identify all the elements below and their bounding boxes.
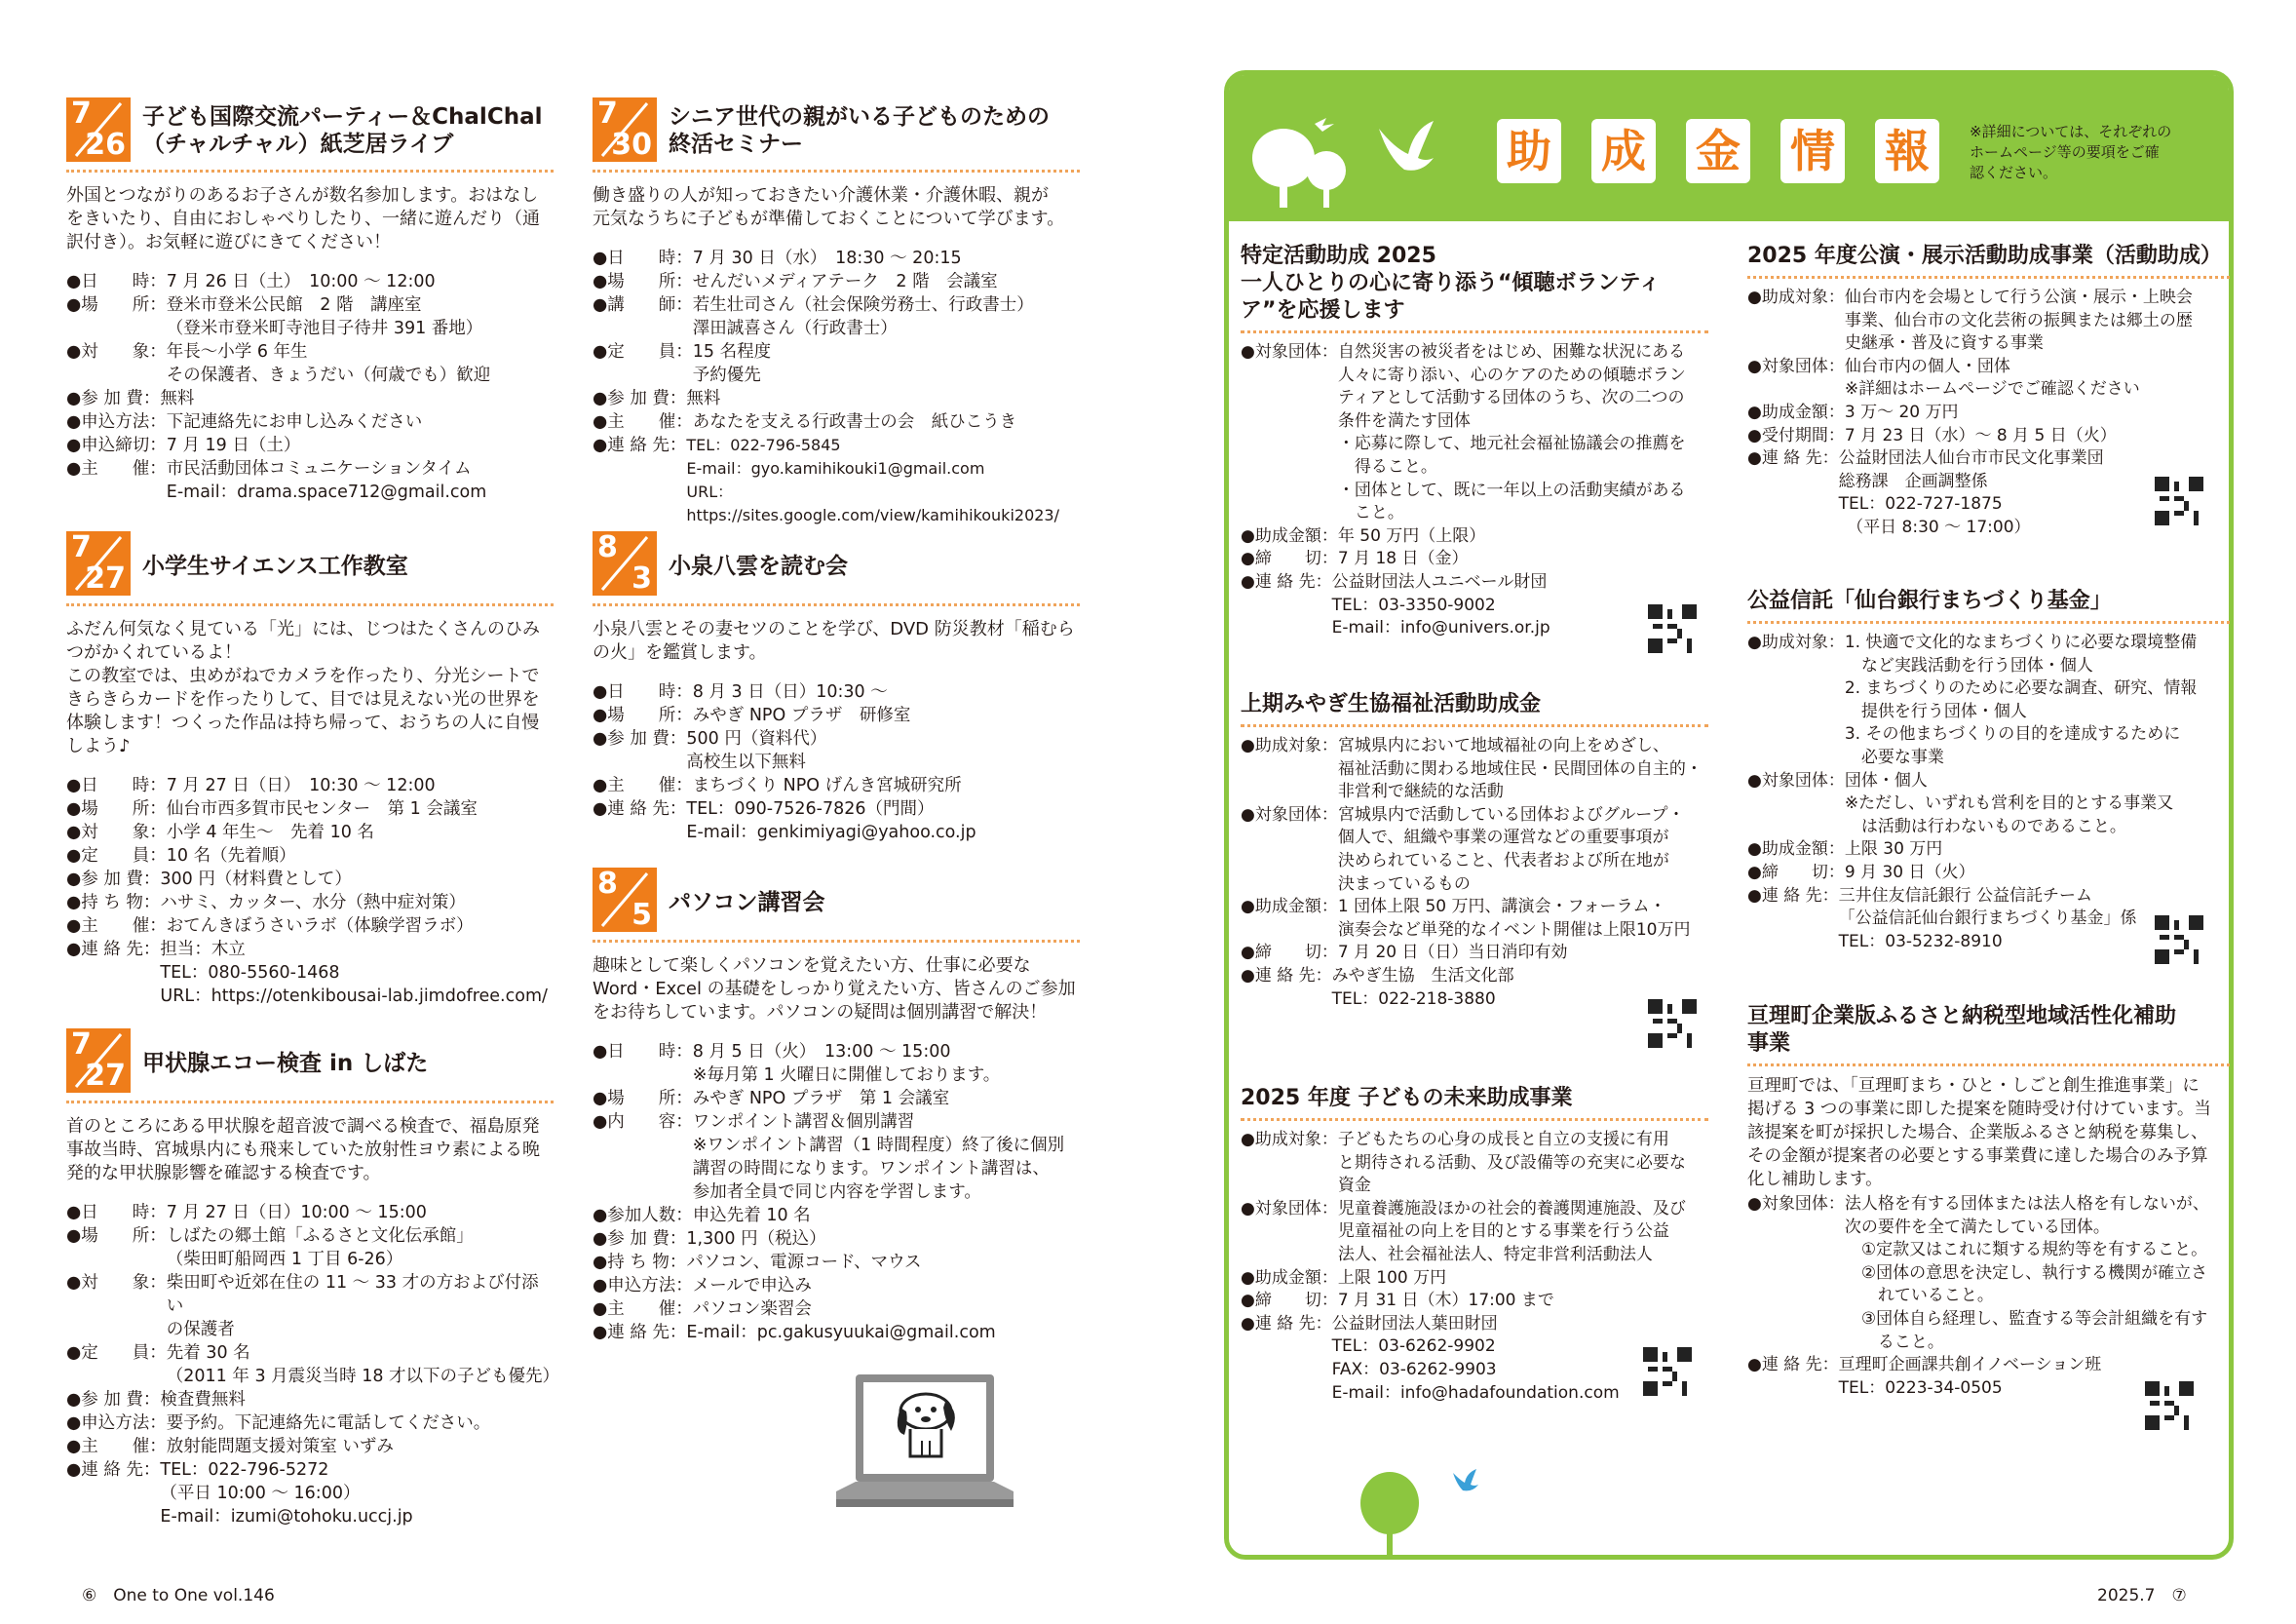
detail-row [593, 1227, 1080, 1251]
event-1 [66, 531, 554, 1008]
detail-value: 仙台市西多賀市民センター 第 1 会議室 [166, 799, 478, 819]
date-badge [66, 97, 131, 162]
grant-block-1 [1241, 691, 1708, 1011]
detail-row [1241, 965, 1708, 1011]
blue-bird-icon [1451, 1469, 1480, 1494]
date-day: 30 [611, 128, 652, 162]
detail-label: ●参加人数： [593, 1206, 693, 1225]
detail-value: 公益財団法人ユニベール財団 TEL：03-3350-9002 E-mail：info@univers.or.jp [1331, 571, 1550, 638]
detail-label: ●連 絡 先： [1241, 965, 1332, 986]
detail-label: ●持 ち 物： [593, 1253, 687, 1272]
detail-label: ●連 絡 先： [593, 1323, 687, 1342]
detail-value: 法人格を有する団体または法人格を有しないが、 次の要件を全て満たしている団体。 ①定款又はこれに類する規約等を有すること。 ②団体の意思を決定し、執行する機関が確立さ れていること。 ③団体自ら経理し、監査する等会計組織を有す ること。 [1844, 1194, 2209, 1352]
detail-label: ●主 催： [593, 1299, 693, 1319]
detail-row [1747, 402, 2230, 425]
qr-code-icon [1648, 999, 1697, 1048]
event-description: 首のところにある甲状腺を超音波で調べる検査で、福島原発 事故当時、宮城県内にも飛来していた放射性ヨウ素による晩 発的な甲状腺影響を確認する検査です。 [66, 1116, 540, 1183]
date-month: 7 [71, 1028, 92, 1062]
detail-row [66, 340, 554, 387]
dotted-divider [593, 603, 1080, 606]
detail-label: ●対象団体： [1241, 342, 1338, 362]
grant-block-2 [1241, 1085, 1708, 1405]
detail-value: 仙台市内を会場として行う公演・展示・上映会 事業、仙台市の文化芸術の振興または郷土の歴 史継承・普及に資する事業 [1844, 288, 2193, 354]
detail-value: 下記連絡先にお申し込みください [166, 412, 423, 432]
kanji-tile: 助 [1497, 119, 1561, 183]
detail-value: 上限 30 万円 [1844, 839, 1943, 860]
detail-row [66, 1271, 554, 1341]
detail-label: ●参 加 費： [66, 1390, 161, 1410]
detail-label: ●締 切： [1241, 1291, 1338, 1311]
grant-title: 2025 年度 子どもの未来助成事業 [1241, 1086, 1573, 1110]
detail-value: 1 団体上限 50 万円、講演会・フォーラム・ 演奏会など単発的なイベント開催は上限10万円 [1337, 897, 1691, 940]
detail-value: 7 月 18 日（金） [1337, 549, 1469, 569]
detail-value: TEL：022-796-5845 E-mail：gyo.kamihikouki1@gmail.com URL：https://sites.google.com/view/kamihikouki2023/ [686, 436, 1059, 524]
detail-row [593, 293, 1080, 340]
detail-label: ●主 催： [66, 916, 167, 936]
grant-panel-header [1229, 75, 2229, 221]
qr-code-icon [1643, 1347, 1692, 1396]
laptop-dog-illustration [836, 1373, 1014, 1513]
grant-block-4 [1747, 588, 2230, 953]
detail-row [66, 457, 554, 504]
detail-row [593, 340, 1080, 387]
detail-label: ●対象団体： [1241, 1198, 1338, 1218]
detail-label: ●連 絡 先： [1747, 448, 1839, 469]
detail-row [593, 1110, 1080, 1204]
detail-row [1747, 862, 2230, 885]
event-title: 小学生サイエンス工作教室 [142, 554, 408, 579]
detail-value: 7 月 27 日（日）10:00 ～ 15:00 [166, 1203, 427, 1222]
detail-row [1747, 425, 2230, 448]
detail-label: ●日 時： [593, 682, 693, 702]
detail-row [66, 1224, 554, 1271]
detail-row [1747, 287, 2230, 356]
detail-label: ●締 切： [1747, 862, 1845, 882]
detail-value: 7 月 27 日（日） 10:30 ～ 12:00 [166, 776, 436, 795]
detail-label: ●持 ち 物： [66, 893, 161, 912]
event-3 [593, 97, 1080, 527]
detail-value: TEL：090-7526-7826（門間） E-mail：genkimiyagi@yahoo.co.jp [686, 799, 976, 842]
detail-value: 担当：木立 TEL：080-5560-1468 URL：https://otenkibousai-lab.jimdofree.com/ [160, 940, 548, 1006]
detail-label: ●場 所： [593, 1089, 693, 1108]
detail-row [593, 1321, 1080, 1344]
detail-label: ●申込方法： [66, 412, 167, 432]
detail-row [1241, 942, 1708, 965]
detail-row [66, 1388, 554, 1411]
dotted-divider [1747, 621, 2230, 624]
grant-title: 上期みやぎ生協福祉活動助成金 [1241, 692, 1542, 716]
detail-label: ●主 催： [593, 776, 693, 795]
date-day: 27 [85, 1059, 126, 1093]
detail-row [1747, 770, 2230, 839]
detail-value: 500 円（資料代） 高校生以下無料 [686, 729, 827, 772]
detail-label: ●受付期間： [1747, 425, 1845, 445]
date-day: 3 [631, 561, 652, 596]
detail-label: ●申込方法： [66, 1413, 167, 1433]
detail-label: ●参 加 費： [593, 729, 687, 749]
kanji-tile: 報 [1875, 119, 1939, 183]
detail-row [1747, 1193, 2230, 1354]
dotted-divider [66, 170, 554, 173]
detail-row [1241, 548, 1708, 571]
detail-row [1241, 341, 1708, 525]
detail-label: ●日 時： [593, 249, 693, 268]
detail-row [593, 1251, 1080, 1274]
detail-label: ●申込締切： [66, 436, 167, 455]
detail-label: ●場 所： [66, 295, 167, 315]
detail-value: 10 名（先着順） [166, 846, 296, 866]
detail-row [593, 1297, 1080, 1321]
detail-row [66, 293, 554, 340]
detail-label: ●連 絡 先： [66, 1460, 161, 1480]
detail-label: ●内 容： [593, 1112, 693, 1132]
event-details [593, 680, 1080, 844]
detail-label: ●対象団体： [1747, 1194, 1845, 1214]
dotted-divider [593, 940, 1080, 943]
detail-value: みやぎ NPO プラザ 第 1 会議室 [692, 1089, 950, 1108]
detail-label: ●場 所： [593, 706, 693, 725]
event-title: 小泉八雲を読む会 [669, 554, 848, 579]
event-description: 趣味として楽しくパソコンを覚えたい方、仕事に必要な Word・Excel の基礎をしっかり覚えたい方、皆さんのご参加 をお待ちしています。パソコンの疑問は個別講習で解決！ [593, 955, 1076, 1023]
detail-label: ●日 時： [66, 272, 167, 291]
event-description: 働き盛りの人が知っておきたい介護休業・介護休暇、親が 元気なうちに子どもが準備しておくことについて学びます。 [593, 185, 1065, 229]
detail-value: 年 50 万円（上限） [1337, 525, 1486, 546]
detail-row [593, 680, 1080, 704]
detail-value: パソコン楽習会 [692, 1299, 812, 1319]
detail-label: ●締 切： [1241, 549, 1338, 569]
detail-value: 団体・個人 ※ただし、いずれも営利を目的とする事業又 は活動は行わないものであること。 [1844, 770, 2174, 836]
detail-label: ●対 象： [66, 1273, 167, 1293]
detail-value: 7 月 26 日（土） 10:00 ～ 12:00 [166, 272, 436, 291]
date-day: 27 [85, 561, 126, 596]
detail-row [66, 938, 554, 1008]
date-month: 8 [597, 868, 618, 901]
detail-row [593, 727, 1080, 774]
detail-value: 9 月 30 日（火） [1844, 862, 1975, 882]
qr-code-icon [2155, 477, 2203, 525]
detail-row [1241, 525, 1708, 549]
detail-value: E-mail：pc.gakusyuukai@gmail.com [686, 1323, 996, 1342]
detail-value: せんだいメディアテーク 2 階 会議室 [692, 272, 998, 291]
detail-value: 1,300 円（税込） [686, 1229, 826, 1249]
detail-row [1241, 804, 1708, 896]
event-title: 甲状腺エコー検査 in しばた [142, 1051, 429, 1076]
date-month: 7 [597, 97, 618, 131]
detail-row [66, 434, 554, 457]
detail-value: 300 円（材料費として） [160, 870, 352, 889]
event-description: 小泉八雲とその妻セツのことを学び、DVD 防災教材「稲むら の火」を鑑賞します。 [593, 619, 1075, 663]
detail-label: ●助成対象： [1241, 736, 1338, 755]
detail-row [593, 387, 1080, 410]
grant-block-5 [1747, 1003, 2230, 1400]
event-5 [593, 868, 1080, 1344]
detail-row [593, 704, 1080, 727]
detail-row [66, 410, 554, 434]
detail-value: 無料 [160, 389, 195, 408]
event-title: パソコン講習会 [669, 890, 825, 915]
detail-label: ●対 象： [66, 823, 167, 842]
detail-value: 若生壮司さん（社会保険労務士、行政書士） 澤田誠喜さん（行政書士） [692, 295, 1034, 338]
date-badge [66, 531, 131, 596]
dotted-divider [66, 1101, 554, 1103]
detail-label: ●主 催： [66, 459, 167, 479]
detail-row [1241, 1290, 1708, 1313]
detail-label: ●定 員： [66, 1343, 167, 1363]
detail-value: 小学 4 年生～ 先着 10 名 [166, 823, 374, 842]
detail-row [593, 774, 1080, 797]
detail-row [1241, 896, 1708, 942]
qr-code-icon [2155, 915, 2203, 964]
detail-value: おてんきぼうさいラボ（体験学習ラボ） [166, 916, 474, 936]
detail-label: ●助成金額： [1241, 1267, 1338, 1288]
detail-label: ●連 絡 先： [1747, 885, 1839, 906]
dotted-divider [1241, 330, 1708, 333]
detail-value: TEL：022-796-5272 （平日 10:00 ～ 16:00） E-mail：izumi@tohoku.uccj.jp [160, 1460, 413, 1527]
detail-row [593, 797, 1080, 844]
detail-label: ●対象団体： [1241, 804, 1338, 825]
detail-row [66, 821, 554, 844]
detail-row [1241, 571, 1708, 640]
detail-value: 宮城県内で活動している団体およびグループ・ 個人で、組織や事業の運営などの重要事項が 決められていること、代表者および所在地が 決まっているもの [1337, 804, 1685, 894]
detail-value: 15 名程度 予約優先 [692, 342, 772, 385]
detail-row [593, 270, 1080, 293]
detail-label: ●助成金額： [1747, 839, 1845, 860]
detail-row [66, 387, 554, 410]
grant-description: 亘理町では、「亘理町まち・ひと・しごと創生推進事業」に 掲げる 3 つの事業に即した提案を随時受け付けています。当 該提案を町が採択した場合、企業版ふるさと納税を募集し、 その金額が提案者の必要とする事業費に達した場合のみ予算 化し補助します。 [1747, 1076, 2211, 1189]
detail-row [66, 891, 554, 914]
detail-value: みやぎ生協 生活文化部 TEL：022-218-3880 [1331, 965, 1514, 1009]
detail-row [66, 914, 554, 938]
grant-title: 公益信託「仙台銀行まちづくり基金」 [1747, 589, 2112, 613]
detail-label: ●日 時： [593, 1042, 693, 1062]
detail-label: ●場 所： [593, 272, 693, 291]
detail-label: ●助成金額： [1747, 402, 1845, 422]
event-details [66, 270, 554, 504]
event-details [593, 247, 1080, 527]
dotted-divider [66, 603, 554, 606]
detail-label: ●日 時： [66, 1203, 167, 1222]
dotted-divider [1241, 1118, 1708, 1121]
detail-value: ハサミ、カッター、水分（熱中症対策） [160, 893, 466, 912]
detail-label: ●日 時： [66, 776, 167, 795]
detail-label: ●助成対象： [1747, 633, 1845, 652]
detail-row [1241, 735, 1708, 804]
dotted-divider [1241, 724, 1708, 727]
detail-row [66, 868, 554, 891]
event-title: シニア世代の親がいる子どものための 終活セミナー [669, 104, 1050, 157]
detail-row [1747, 838, 2230, 862]
detail-value: 8 月 3 日（日）10:30 ～ [692, 682, 888, 702]
detail-label: ●助成対象： [1747, 288, 1845, 307]
detail-row [66, 1411, 554, 1435]
detail-label: ●助成対象： [1241, 1130, 1338, 1149]
detail-label: ●主 催： [593, 412, 693, 432]
detail-label: ●定 員： [593, 342, 693, 362]
dotted-divider [593, 170, 1080, 173]
detail-value: 7 月 19 日（土） [166, 436, 301, 455]
detail-row [1241, 1129, 1708, 1198]
detail-label: ●対象団体： [1747, 356, 1845, 376]
date-month: 8 [597, 531, 618, 564]
detail-label: ●場 所： [66, 799, 167, 819]
dotted-divider [1747, 276, 2230, 279]
detail-label: ●参 加 費： [593, 389, 687, 408]
detail-value: 8 月 5 日（火） 13:00 ～ 15:00 ※毎月第 1 火曜日に開催しております。 [692, 1042, 1001, 1085]
detail-value: 7 月 20 日（日）当日消印有効 [1337, 943, 1568, 963]
detail-row [1241, 1198, 1708, 1267]
detail-label: ●申込方法： [593, 1276, 693, 1295]
detail-value: 登米市登米公民館 2 階 講座室 （登米市登米町寺池目子待井 391 番地） [166, 295, 483, 338]
detail-value: 申込先着 10 名 [692, 1206, 811, 1225]
event-description: ふだん何気なく見ている「光」には、じつはたくさんのひみ つがかくれているよ！ この教室では、虫めがねでカメラを作ったり、分光シートで きらきらカードを作ったりして、目では見えない光の世界を 体験します！つくった作品は持ち帰って、おうちの人に自慢 しよう♪ [66, 619, 540, 756]
detail-value: 要予約。下記連絡先に電話してください。 [166, 1413, 491, 1433]
detail-label: ●対 象： [66, 342, 167, 362]
footer-left: ⑥ One to One vol.146 [82, 1586, 275, 1605]
tree-icon [1246, 114, 1354, 212]
detail-row [1747, 632, 2230, 770]
detail-value: 7 月 30 日（水） 18:30 ～ 20:15 [692, 249, 962, 268]
detail-value: 検査費無料 [160, 1390, 246, 1410]
qr-code-icon [2145, 1381, 2194, 1430]
detail-label: ●参 加 費： [593, 1229, 687, 1249]
grant-title: 2025 年度公演・展示活動助成事業（活動助成） [1747, 244, 2222, 268]
date-month: 7 [71, 531, 92, 564]
event-title: 子ども国際交流パーティー＆ChalChal （チャルチャル）紙芝居ライブ [142, 104, 543, 157]
detail-value: 自然災害の被災者をはじめ、困難な状況にある 人々に寄り添い、心のケアのための傾聴ボラン ティアとして活動する団体のうち、次の二つの 条件を満たす団体 ・応募に際して、地元社会福祉協議会の推薦を 得ること。 ・団体として、既に一年以上の活動実績がある こと。 [1337, 342, 1686, 523]
detail-value: 3 万～ 20 万円 [1844, 402, 1959, 422]
detail-value: 柴田町や近郊在住の 11 ～ 33 才の方および付添い の保護者 [166, 1273, 539, 1339]
detail-value: 宮城県内において地域福祉の向上をめざし、 福祉活動に関わる地域住民・民間団体の自主的・ 非営利で継続的な活動 [1337, 736, 1703, 802]
detail-label: ●連 絡 先： [66, 940, 161, 959]
detail-label: ●連 絡 先： [593, 799, 687, 819]
event-0 [66, 97, 554, 504]
detail-value: 先着 30 名 （2011 年 3 月震災当時 18 才以下の子ども優先） [166, 1343, 560, 1386]
date-badge [593, 97, 657, 162]
kanji-tile: 金 [1686, 119, 1750, 183]
detail-label: ●参 加 費： [66, 870, 161, 889]
detail-value: 亘理町企画課共創イノベーション班 TEL：0223-34-0505 [1838, 1355, 2102, 1398]
detail-row [593, 1204, 1080, 1227]
detail-label: ●対象団体： [1747, 770, 1845, 791]
green-tree-icon [1356, 1469, 1424, 1557]
detail-row [593, 247, 1080, 270]
event-details [66, 774, 554, 1008]
detail-row [66, 774, 554, 797]
detail-value: 公益財団法人葉田財団 TEL：03-6262-9902 FAX：03-6262-9903 E-mail：info@hadafoundation.com [1331, 1313, 1620, 1403]
detail-label: ●講 師： [593, 295, 693, 315]
event-2 [66, 1028, 560, 1528]
qr-code-icon [1648, 604, 1697, 653]
detail-value: パソコン、電源コード、マウス [686, 1253, 922, 1272]
detail-label: ●締 切： [1241, 943, 1338, 963]
detail-row [1241, 1267, 1708, 1291]
detail-value: 放射能問題支援対策室 いずみ [166, 1437, 394, 1456]
detail-value: 公益財団法人仙台市市民文化事業団 総務課 企画調整係 TEL：022-727-1875 （平日 8:30 ～ 17:00） [1838, 448, 2104, 537]
detail-row [66, 1458, 554, 1528]
detail-row [593, 1087, 1080, 1110]
grant-title: 特定活動助成 2025 一人ひとりの心に寄り添う“傾聴ボランティ ア”を応援します [1241, 244, 1661, 323]
kanji-tile: 情 [1780, 119, 1845, 183]
date-day: 5 [631, 898, 652, 932]
detail-row [66, 1435, 554, 1458]
detail-value: まちづくり NPO げんき宮城研究所 [692, 776, 962, 795]
detail-value: 7 月 23 日（水）～ 8 月 5 日（火） [1844, 425, 2117, 445]
detail-value: 児童養護施設ほかの社会的養護関連施設、及び 児童福祉の向上を目的とする事業を行う公益 法人、社会福祉法人、特定非営利活動法人 [1337, 1198, 1686, 1264]
detail-row [593, 1040, 1080, 1087]
detail-row [66, 844, 554, 868]
detail-row [66, 797, 554, 821]
detail-value: 子どもたちの心身の成長と自立の支援に有用 と期待される活動、及び設備等の充実に必要な 資金 [1337, 1130, 1686, 1196]
detail-label: ●連 絡 先： [1747, 1355, 1839, 1375]
detail-value: ワンポイント講習＆個別講習 ※ワンポイント講習（1 時間程度）終了後に個別 講習の時間になります。ワンポイント講習は、 参加者全員で同じ内容を学習します。 [692, 1112, 1065, 1202]
detail-row [1241, 1313, 1708, 1405]
kanji-tile: 成 [1591, 119, 1656, 183]
detail-value: 三井住友信託銀行 公益信託チーム 「公益信託仙台銀行まちづくり基金」係 TEL：03-5232-8910 [1838, 885, 2137, 951]
detail-label: ●定 員： [66, 846, 167, 866]
detail-value: メールで申込み [692, 1276, 812, 1295]
footer-right: 2025.7 ⑦ [2097, 1586, 2187, 1605]
detail-value: 年長～小学 6 年生 その保護者、きょうだい（何歳でも）歓迎 [166, 342, 491, 385]
detail-row [66, 1201, 554, 1224]
grant-block-0 [1241, 243, 1708, 640]
detail-label: ●連 絡 先： [593, 436, 687, 455]
detail-row [66, 1341, 560, 1388]
event-4 [593, 531, 1080, 844]
detail-label: ●場 所： [66, 1226, 167, 1246]
detail-value: みやぎ NPO プラザ 研修室 [692, 706, 911, 725]
event-details [593, 1040, 1080, 1344]
detail-row [593, 410, 1080, 434]
detail-value: 7 月 31 日（木）17:00 まで [1337, 1291, 1554, 1311]
grant-title: 亘理町企業版ふるさと納税型地域活性化補助 事業 [1747, 1004, 2177, 1056]
grant-info-panel [1224, 70, 2234, 1560]
detail-value: 仙台市内の個人・団体 ※詳細はホームページでご確認ください [1844, 356, 2140, 400]
detail-label: ●助成金額： [1241, 525, 1338, 546]
date-month: 7 [71, 97, 92, 131]
detail-row [593, 434, 1080, 527]
detail-row [593, 1274, 1080, 1297]
detail-label: ●連 絡 先： [1241, 1313, 1332, 1334]
detail-label: ●主 催： [66, 1437, 167, 1456]
event-description: 外国とつながりのあるお子さんが数名参加します。おはなし をきいたり、自由におしゃべりしたり、一緒に遊んだり（通 訳付き）。お気軽に遊びにきてください！ [66, 185, 540, 252]
dotted-divider [1747, 1063, 2230, 1066]
detail-row [1747, 356, 2230, 402]
detail-value: しばたの郷土館「ふるさと文化伝承館」 （柴田町船岡西 1 丁目 6-26） [166, 1226, 474, 1269]
detail-row [66, 270, 554, 293]
detail-value: 無料 [686, 389, 721, 408]
date-badge [66, 1028, 131, 1093]
bird-icon [1375, 119, 1443, 177]
detail-value: あなたを支える行政書士の会 紙ひこうき [692, 412, 1017, 432]
detail-label: ●連 絡 先： [1241, 571, 1332, 592]
grant-note: ※詳細については、それぞれの ホームページ等の要項をご確 認ください。 [1970, 123, 2172, 181]
event-details [66, 1201, 560, 1528]
detail-value: 市民活動団体コミュニケーションタイム E-mail：drama.space712@gmail.com [166, 459, 487, 502]
detail-label: ●助成金額： [1241, 897, 1338, 917]
date-badge [593, 531, 657, 596]
detail-label: ●参 加 費： [66, 389, 161, 408]
detail-value: 1. 快適で文化的なまちづくりに必要な環境整備 など実践活動を行う団体・個人 2. まちづくりのために必要な調査、研究、情報 提供を行う団体・個人 3. その他まちづくりの目的を達成するために 必要な事業 [1844, 633, 2198, 767]
date-day: 26 [85, 128, 126, 162]
detail-value: 上限 100 万円 [1337, 1267, 1447, 1288]
date-badge [593, 868, 657, 932]
